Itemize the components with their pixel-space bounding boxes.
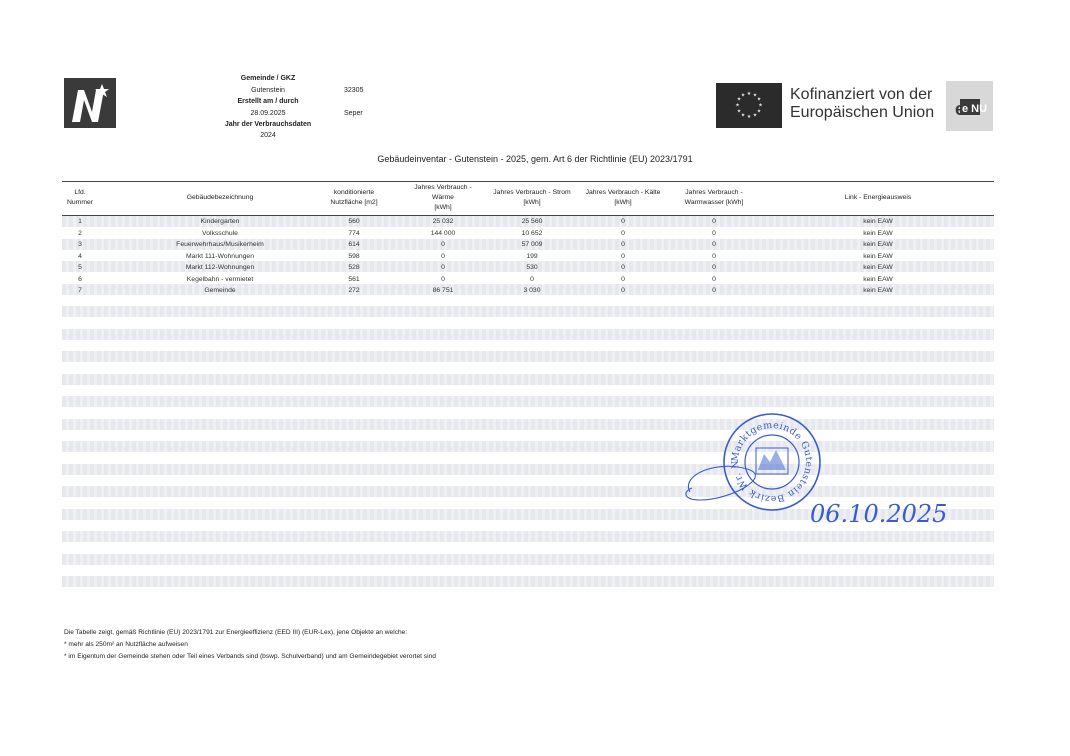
th-strom (486, 188, 578, 208)
th-lfd-1: Lfd. (74, 189, 86, 196)
footnote-bullet-2: * im Eigentum der Gemeinde stehen oder Teil eines Verbands sind (bswp. Schulverband) und am Gemeindegebiet verortet sind (64, 653, 436, 660)
svg-text:★: ★ (752, 112, 758, 119)
cell-link: kein EAW (863, 275, 893, 283)
svg-text:★: ★ (736, 96, 742, 103)
svg-text:★: ★ (746, 114, 752, 120)
row-stripe (62, 464, 994, 475)
erstellt-by: Seper (344, 110, 363, 117)
th-flaeche-2: Nutzfläche [m2] (330, 199, 378, 206)
cell-strom: 0 (530, 275, 534, 283)
cell-bez: Kindergarten (200, 218, 240, 225)
cell-ww: 0 (712, 218, 716, 225)
enu-logo-text: e NU (962, 103, 988, 115)
gemeinde-name: Gutenstein (251, 87, 285, 94)
cell-waerme: 0 (441, 241, 445, 248)
erstellt-label: Erstellt am / durch (237, 98, 299, 105)
eu-flag (716, 83, 782, 128)
cell-link: kein EAW (863, 252, 893, 260)
row-stripe (62, 374, 994, 385)
row-stripe (62, 554, 994, 565)
cell-ww: 0 (712, 275, 716, 283)
table-top-rule (62, 181, 994, 182)
cell-kaelte: 0 (621, 264, 625, 271)
cell-strom: 530 (526, 264, 538, 271)
signature-date: 06.10.2025 (810, 500, 948, 528)
svg-text:★: ★ (740, 92, 746, 99)
svg-text:e: e (955, 99, 966, 119)
th-kaelte (578, 188, 668, 208)
cell-kaelte: 0 (621, 229, 625, 237)
row-stripe (62, 486, 994, 497)
th-link: Link - Energieausweis (844, 194, 912, 201)
row-stripe (62, 531, 994, 542)
cell-waerme: 144 000 (430, 229, 456, 237)
th-kaelte-2: [kWh] (614, 199, 632, 206)
row-stripe (62, 351, 994, 362)
cell-strom: 3 030 (523, 287, 541, 294)
svg-text:★: ★ (740, 112, 746, 119)
cell-flaeche: 614 (348, 241, 360, 248)
svg-text:★: ★ (756, 108, 762, 115)
svg-text:★: ★ (736, 108, 742, 115)
cell-bez: Markt 112-Wohnungen (185, 264, 255, 271)
row-stripe (62, 419, 994, 430)
cell-ww: 0 (712, 229, 716, 237)
cell-nr: 4 (78, 252, 82, 260)
footnote-bullet-1: * mehr als 250m² an Nutzfläche aufweisen (64, 641, 188, 648)
svg-text:★: ★ (752, 92, 758, 99)
cell-kaelte: 0 (621, 252, 625, 260)
cell-ww: 0 (712, 287, 716, 294)
cell-flaeche: 598 (348, 252, 360, 260)
th-kaelte-1: Jahres Verbrauch - Kälte (585, 189, 661, 196)
cell-bez: Gemeinde (204, 287, 236, 294)
svg-text:★: ★ (756, 96, 762, 103)
th-warmwasser-1: Jahres Verbrauch - (685, 189, 743, 196)
cell-nr: 6 (78, 275, 82, 283)
cell-strom: 57 009 (521, 241, 543, 248)
noe-n-icon (64, 78, 116, 128)
th-waerme-2: Wärme (432, 194, 454, 201)
cell-bez: Volksschule (202, 229, 238, 237)
th-flaeche-1: konditionierte (333, 189, 375, 196)
cell-strom: 199 (526, 252, 538, 260)
th-warmwasser (668, 188, 760, 208)
cell-bez: Feuerwehrhaus/Musikerheim (176, 241, 264, 248)
row-stripe (62, 329, 994, 340)
erstellt-date: 28.09.2025 (250, 110, 286, 117)
th-flaeche (314, 188, 394, 208)
svg-text:★: ★ (758, 102, 763, 109)
svg-text:★: ★ (746, 91, 752, 97)
cell-waerme: 86 751 (432, 287, 454, 294)
eu-cofunding-text (790, 86, 934, 122)
th-lfd (62, 188, 98, 208)
seal-icon (680, 404, 830, 524)
cell-flaeche: 561 (348, 275, 360, 283)
svg-text:★: ★ (735, 102, 740, 109)
cell-ww: 0 (712, 241, 716, 248)
th-waerme-1: Jahres Verbrauch - (414, 184, 472, 191)
th-waerme (400, 183, 486, 213)
cell-waerme: 25 032 (432, 218, 454, 225)
cell-bez: Kegelbahn - vermietet (186, 275, 254, 283)
cell-nr: 7 (78, 287, 82, 294)
enu-logo-icon (946, 81, 993, 131)
cell-nr: 1 (78, 218, 82, 225)
eu-line2: Europäischen Union (790, 104, 935, 121)
cell-strom: 25 560 (521, 218, 543, 225)
jahr-label: Jahr der Verbrauchsdaten (224, 121, 312, 128)
th-bezeichnung: Gebäudebezeichnung (186, 194, 254, 201)
row-stripe (62, 396, 994, 407)
cell-bez: Markt 111-Wohnungen (185, 252, 254, 260)
official-stamp (680, 404, 830, 524)
cell-waerme: 0 (441, 264, 445, 271)
row-stripe (62, 576, 994, 587)
cell-ww: 0 (712, 252, 716, 260)
cell-kaelte: 0 (621, 218, 625, 225)
cell-waerme: 0 (441, 252, 445, 260)
eu-line1: Kofinanziert von der (790, 86, 933, 103)
th-lfd-2: Nummer (66, 199, 94, 206)
eu-stars-icon (716, 83, 782, 128)
th-strom-2: [kWh] (523, 199, 541, 206)
cell-link: kein EAW (863, 218, 893, 225)
jahr-value: 2024 (260, 132, 276, 139)
noe-logo (64, 78, 116, 128)
gkz-value: 32305 (344, 87, 364, 94)
cell-link: kein EAW (863, 287, 893, 294)
cell-link: kein EAW (863, 264, 893, 271)
th-strom-1: Jahres Verbrauch - Strom (493, 189, 571, 196)
cell-nr: 5 (78, 264, 82, 271)
cell-kaelte: 0 (621, 287, 625, 294)
th-warmwasser-2: Warmwasser [kWh] (684, 199, 744, 206)
cell-kaelte: 0 (621, 241, 625, 248)
cell-flaeche: 560 (348, 218, 360, 225)
cell-flaeche: 272 (348, 287, 360, 294)
gemeinde-label: Gemeinde / GKZ (240, 75, 296, 82)
cell-link: kein EAW (863, 229, 893, 237)
cell-waerme: 0 (441, 275, 445, 283)
cell-flaeche: 774 (348, 229, 360, 237)
footnote-intro: Die Tabelle zeigt, gemäß Richtlinie (EU) 2023/1791 zur Energieeffizienz (EED III) (EUR-Lex), jene Objekte an welche: (64, 629, 408, 636)
cell-kaelte: 0 (621, 275, 625, 283)
row-stripe (62, 306, 994, 317)
row-stripe (62, 441, 994, 452)
cell-nr: 3 (78, 241, 82, 248)
cell-flaeche: 528 (348, 264, 360, 271)
seal-ring-text: Marktgemeinde Gutenstein Bezirk Wr. N (729, 419, 815, 505)
enu-logo (946, 81, 993, 131)
page-title: Gebäudeinventar - Gutenstein - 2025, gem. Art 6 der Richtlinie (EU) 2023/1791 (377, 154, 693, 164)
cell-link: kein EAW (863, 241, 893, 248)
cell-nr: 2 (78, 229, 82, 237)
th-waerme-3: [kWh] (434, 204, 452, 211)
cell-ww: 0 (712, 264, 716, 271)
cell-strom: 10 652 (521, 229, 543, 237)
